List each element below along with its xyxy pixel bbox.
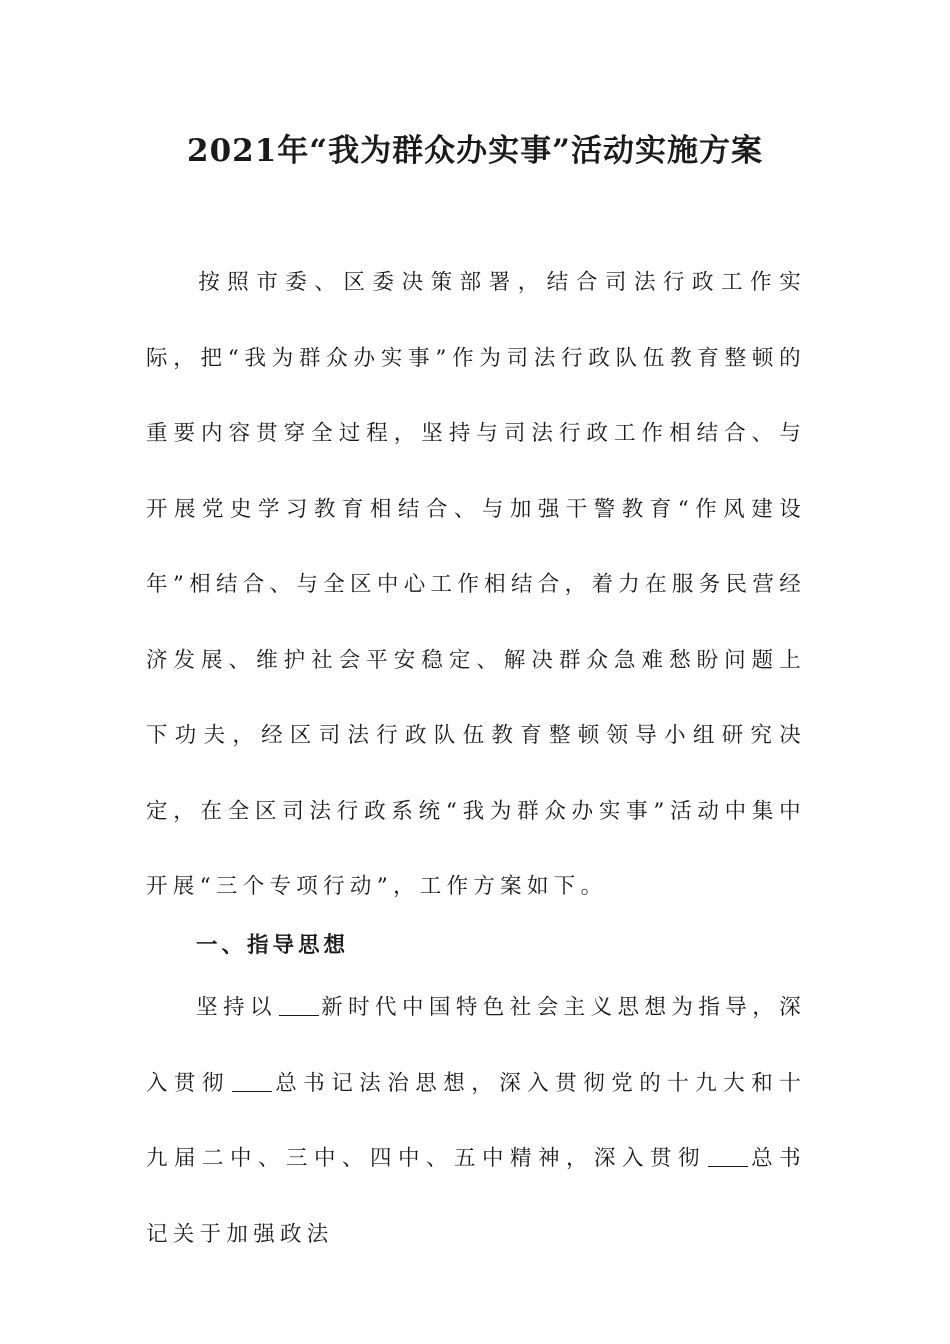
paragraph-text-segment: 总书记法治思想，深入贯彻党的十九大和十九届二中、三中、四中、五中精神，深入贯彻 xyxy=(146,1070,806,1171)
redacted-blank xyxy=(232,1071,272,1092)
intro-paragraph-text: 按照市委、区委决策部署，结合司法行政工作实际，把“我为群众办实事”作为司法行政队伍教育整顿的重要内容贯穿全过程，坚持与司法行政工作相结合、与开展党史学习教育相结合、与加强干警教育“作风建设年”相结合、与全区中心工作相结合，着力在服务民营经济发展、维护社会平安稳定、解决群众急难愁盼问题上下功夫，经区司法行政队伍教育整顿领导小组研究决定，在全区司法行政系统“我为群众办实事”活动中集中开展“三个专项行动”，工作方案如下。 xyxy=(146,270,806,899)
paragraph-text-segment: 坚持以 xyxy=(196,995,277,1020)
section-heading-guiding-ideology: 一、指导思想 xyxy=(196,933,350,958)
redacted-blank xyxy=(279,995,319,1016)
guiding-ideology-paragraph xyxy=(146,970,806,1272)
intro-paragraph xyxy=(146,245,806,925)
paragraph-text-segment: 总书记关于加强政法 xyxy=(146,1146,806,1247)
paragraph-text-segment: 新时代中国特色社会主义思想为指导，深入贯彻 xyxy=(146,995,806,1096)
redacted-blank xyxy=(708,1146,748,1167)
document-title: 2021年“我为群众办实事”活动实施方案 xyxy=(187,133,763,169)
